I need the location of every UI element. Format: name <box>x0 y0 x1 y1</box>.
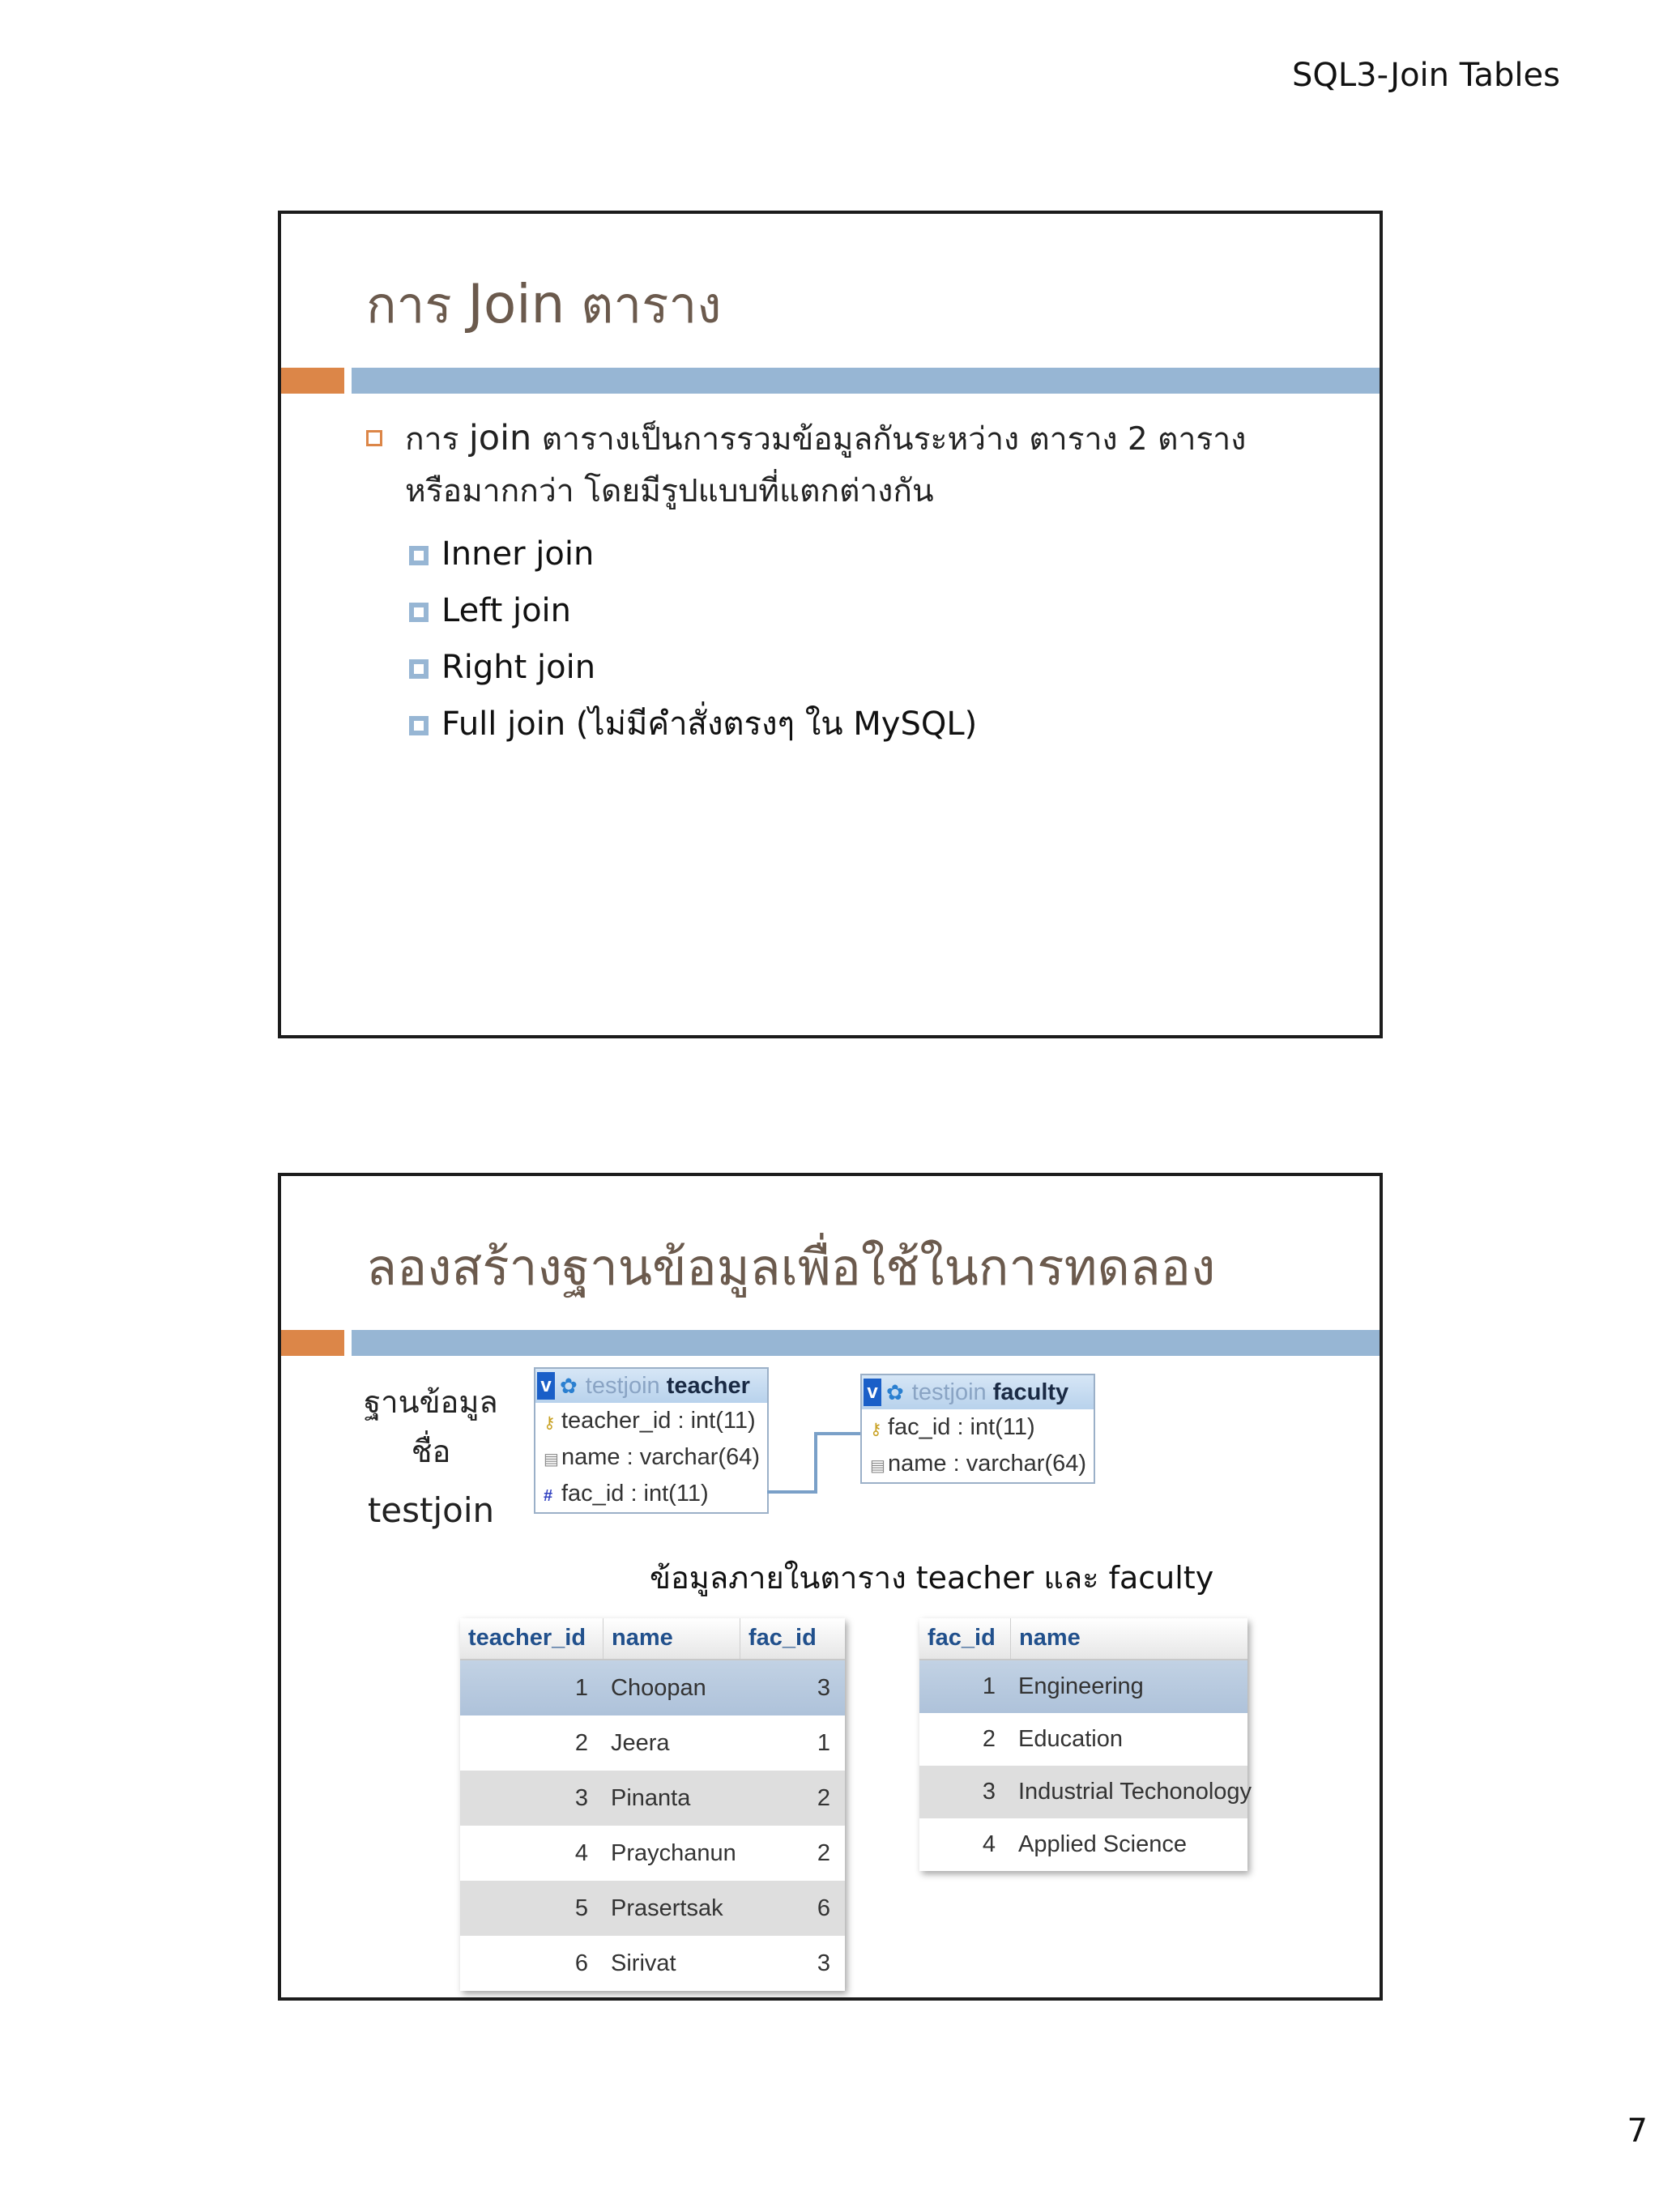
square-bullet-icon <box>409 546 429 565</box>
list-item: Inner join <box>409 526 977 582</box>
table-header <box>919 1618 1247 1660</box>
slide-join-tables <box>278 211 1383 1038</box>
slide-title <box>366 266 722 345</box>
table-row: 1 Choopan 3 <box>460 1660 845 1715</box>
title-bar <box>352 368 1380 394</box>
main-bullet <box>366 412 1282 518</box>
database-name-label <box>350 1377 512 1530</box>
database-label-text: ฐานข้อมูลชื่อ <box>364 1384 498 1469</box>
column-header: name <box>603 1618 740 1659</box>
column-header: teacher_id <box>468 1625 586 1651</box>
schema-db-name: testjoin <box>585 1372 660 1399</box>
slide-create-test-database <box>278 1173 1383 2001</box>
join-types-list <box>409 526 977 752</box>
checkbox-icon: v <box>537 1372 555 1400</box>
column-header: fac_id <box>928 1625 996 1651</box>
gear-icon: ✿ <box>560 1373 578 1398</box>
title-bar <box>352 1330 1380 1356</box>
title-text-post: ตาราง <box>565 275 722 335</box>
field-icon: ▤ <box>544 1451 559 1468</box>
main-bullet-text: การ join ตารางเป็นการรวมข้อมูลกันระหว่าง ตาราง 2 ตารางหรือมากกว่า โดยมีรูปแบบที่แตกต่างกัน <box>405 418 1247 509</box>
page-number: 7 <box>1627 2112 1648 2150</box>
table-row: 3 Industrial Techonology <box>919 1766 1247 1818</box>
slide-title: ลองสร้างฐานข้อมูลเพื่อใช้ในการทดลอง <box>366 1238 1216 1297</box>
title-text-join: Join <box>467 273 565 335</box>
column-header: name <box>1010 1618 1247 1659</box>
table-body <box>919 1660 1252 1871</box>
title-bar-accent <box>281 368 344 394</box>
faculty-data-table <box>919 1618 1252 1871</box>
relation-line <box>767 1490 817 1494</box>
table-body <box>460 1660 845 1991</box>
schema-header <box>862 1375 1094 1409</box>
column-header: fac_id <box>740 1618 845 1659</box>
schema-table-name: teacher <box>666 1372 750 1399</box>
document-header-title: SQL3-Join Tables <box>1292 57 1560 94</box>
hash-icon: # <box>544 1487 553 1505</box>
table-row: 6 Sirivat 3 <box>460 1936 845 1991</box>
square-bullet-icon <box>409 603 429 622</box>
schema-table-name: faculty <box>992 1379 1069 1405</box>
table-row: 2 Education <box>919 1713 1247 1766</box>
relation-line <box>814 1432 861 1435</box>
table-row: 2 Jeera 1 <box>460 1715 845 1771</box>
schema-field: ⚷ teacher_id : int(11) <box>535 1403 767 1439</box>
relation-line <box>814 1432 817 1494</box>
table-row: 5 Prasertsak 6 <box>460 1881 845 1936</box>
schema-db-name: testjoin <box>911 1379 987 1405</box>
list-item: Right join <box>409 639 977 696</box>
database-name: testjoin <box>367 1490 495 1530</box>
schema-header <box>535 1369 767 1403</box>
square-bullet-icon <box>409 659 429 679</box>
table-row: 4 Applied Science <box>919 1818 1247 1871</box>
schema-field: ▤ name : varchar(64) <box>535 1439 767 1476</box>
square-bullet-icon <box>366 430 382 446</box>
table-header <box>460 1618 845 1660</box>
list-item: Full join (ไม่มีคำสั่งตรงๆ ใน MySQL) <box>409 696 977 752</box>
schema-field: ⚷ fac_id : int(11) <box>862 1409 1094 1446</box>
table-row: 3 Pinanta 2 <box>460 1771 845 1826</box>
key-icon: ⚷ <box>544 1414 556 1432</box>
list-item: Left join <box>409 582 977 639</box>
schema-field: # fac_id : int(11) <box>535 1476 767 1512</box>
teacher-data-table <box>460 1618 845 1991</box>
tables-caption: ข้อมูลภายในตาราง teacher และ faculty <box>650 1560 1214 1596</box>
table-row: 1 Engineering <box>919 1660 1247 1713</box>
schema-box-faculty <box>860 1374 1095 1484</box>
square-bullet-icon <box>409 716 429 735</box>
schema-field: ▤ name : varchar(64) <box>862 1446 1094 1482</box>
table-row: 4 Praychanun 2 <box>460 1826 845 1881</box>
field-icon: ▤ <box>870 1457 885 1475</box>
key-icon: ⚷ <box>870 1421 882 1438</box>
title-bar-accent <box>281 1330 344 1356</box>
gear-icon: ✿ <box>886 1379 904 1404</box>
schema-box-teacher <box>534 1367 769 1514</box>
checkbox-icon: v <box>864 1379 881 1406</box>
title-text-pre: การ <box>366 275 468 335</box>
